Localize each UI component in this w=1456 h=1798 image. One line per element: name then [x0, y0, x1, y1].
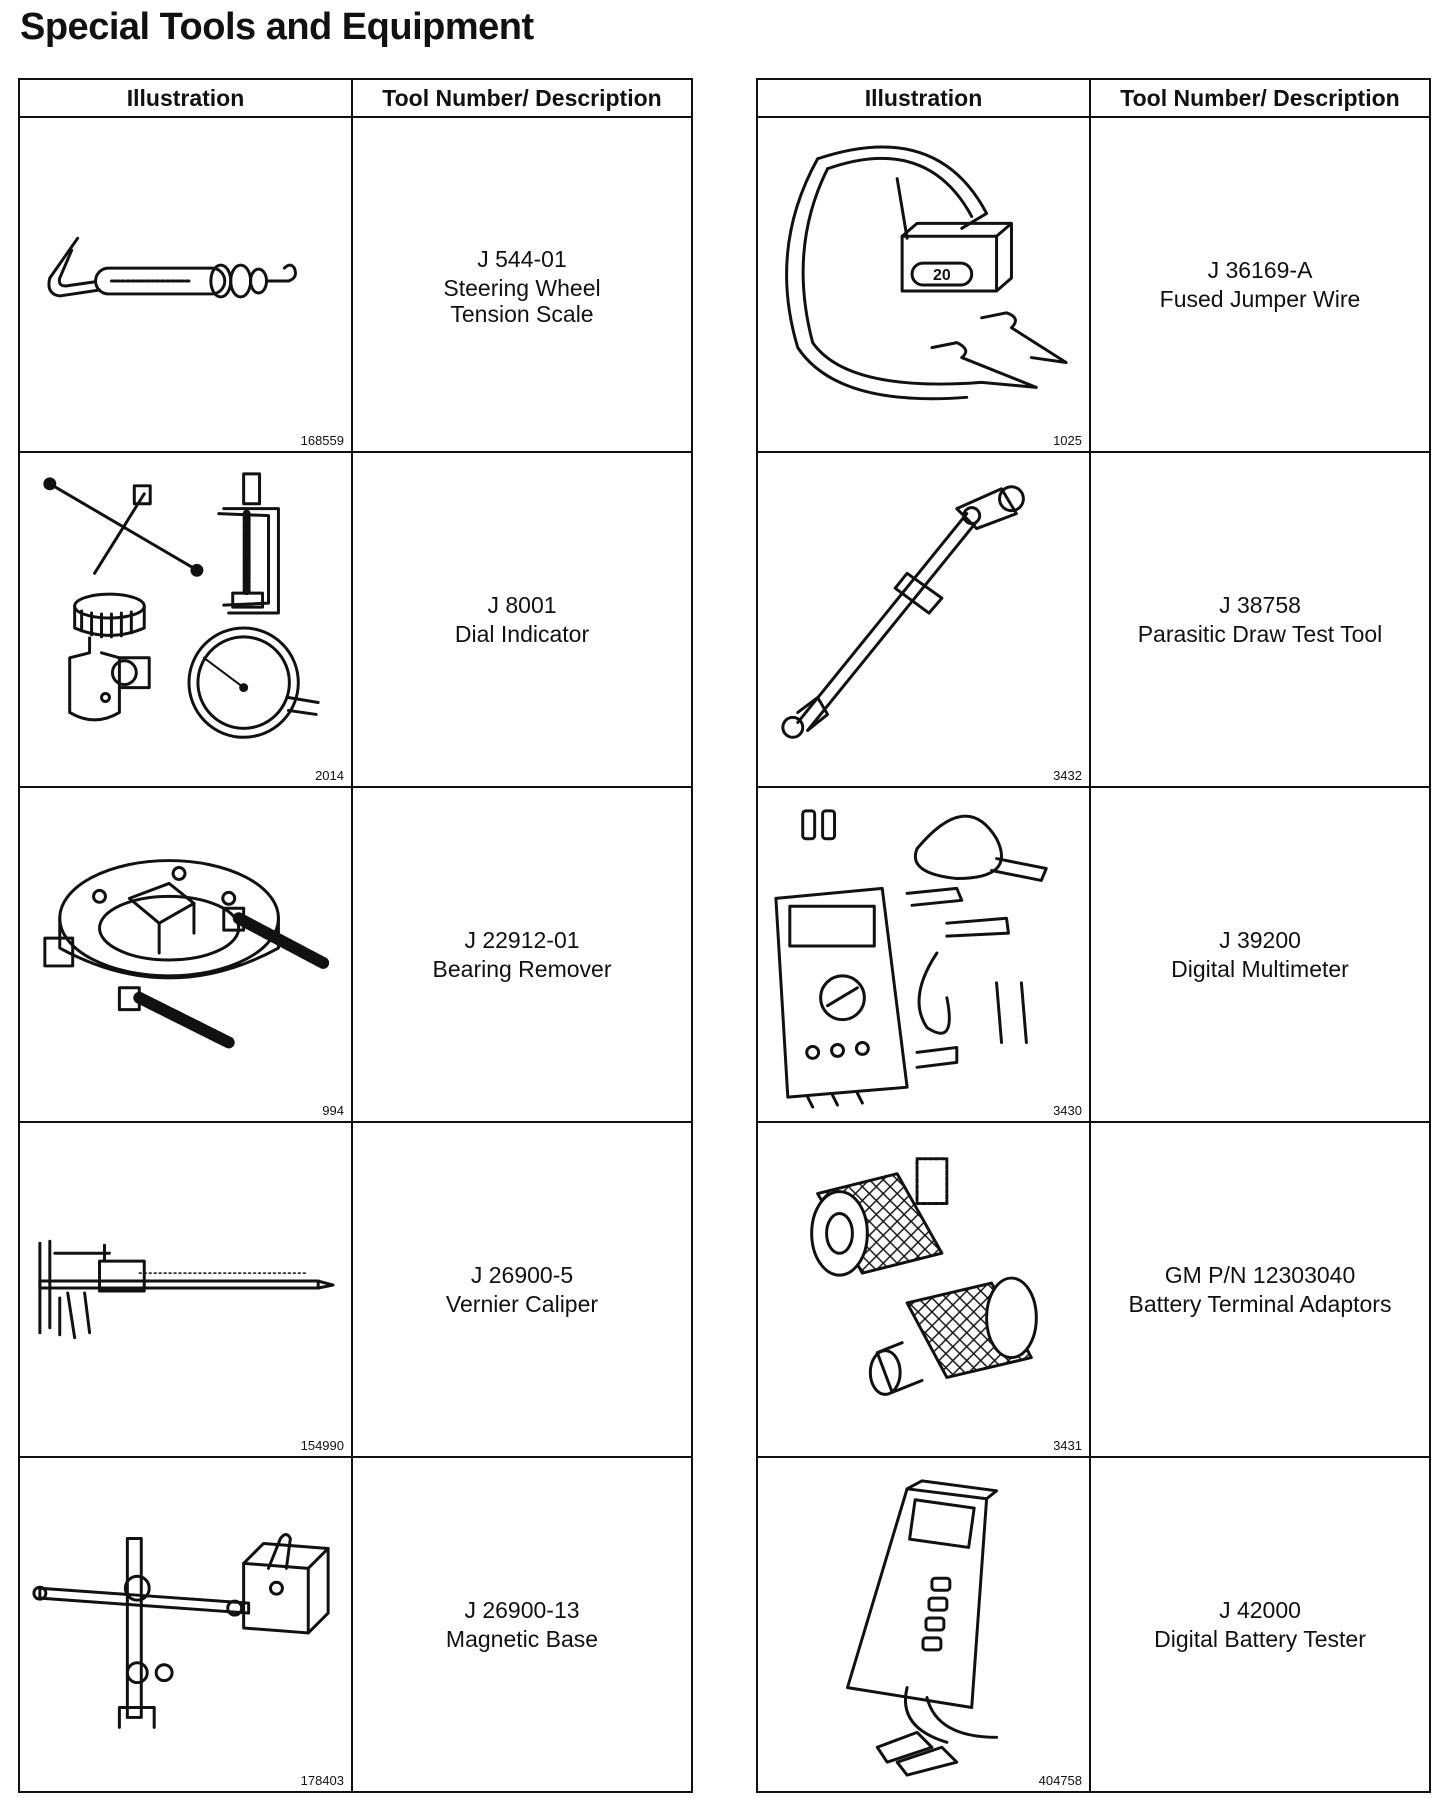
tool-description-cell — [1090, 117, 1430, 452]
illustration-cell — [757, 117, 1090, 452]
table-row — [19, 787, 692, 1122]
tool-description-cell — [352, 787, 692, 1122]
header-tool-description: Tool Number/ Description — [1090, 79, 1430, 117]
figure-number: 3432 — [1053, 768, 1082, 783]
page-title: Special Tools and Equipment — [20, 6, 534, 48]
multimeter-icon — [758, 788, 1089, 1121]
table-row — [19, 1457, 692, 1792]
figure-number: 3430 — [1053, 1103, 1082, 1118]
figure-number: 3431 — [1053, 1438, 1082, 1453]
tool-number: GM P/N 12303040 — [1164, 1261, 1356, 1288]
tool-number: J 42000 — [1219, 1596, 1301, 1623]
tool-number: J 22912-01 — [464, 926, 580, 953]
tool-description: Digital Battery Tester — [1154, 1625, 1366, 1652]
illustration-cell — [19, 1457, 352, 1792]
magnetic-base-icon — [20, 1458, 351, 1791]
tool-description-cell — [352, 452, 692, 787]
table-row — [757, 452, 1430, 787]
tool-number: J 8001 — [487, 591, 557, 618]
tool-description: Steering Wheel — [443, 274, 601, 301]
tool-number: J 26900-13 — [464, 1596, 580, 1623]
tool-description: Bearing Remover — [432, 955, 612, 982]
illustration-cell — [757, 787, 1090, 1122]
header-illustration: Illustration — [757, 79, 1090, 117]
tool-description: Battery Terminal Adaptors — [1128, 1290, 1392, 1317]
table-row — [757, 1122, 1430, 1457]
dial-indicator-icon — [20, 453, 351, 786]
tool-description: Digital Multimeter — [1171, 955, 1349, 982]
table-row — [19, 1122, 692, 1457]
fuse-rating-label: 20 — [933, 267, 951, 285]
tool-number: J 36169-A — [1207, 256, 1313, 283]
table-row — [19, 117, 692, 452]
tool-description-cell — [352, 1122, 692, 1457]
illustration-cell — [757, 1122, 1090, 1457]
table-row — [757, 1457, 1430, 1792]
tool-description-cell — [1090, 787, 1430, 1122]
tension-scale-icon — [20, 118, 351, 451]
tool-number: J 26900-5 — [470, 1261, 574, 1288]
tools-table-right — [756, 78, 1431, 1793]
table-row — [19, 452, 692, 787]
tool-description-cell — [352, 117, 692, 452]
figure-number: 994 — [322, 1103, 344, 1118]
header-tool-description: Tool Number/ Description — [352, 79, 692, 117]
illustration-cell — [757, 1457, 1090, 1792]
vernier-caliper-icon — [20, 1123, 351, 1456]
figure-number: 168559 — [300, 433, 344, 448]
tool-description: Tension Scale — [450, 300, 594, 327]
figure-number: 154990 — [300, 1438, 344, 1453]
figure-number: 2014 — [315, 768, 344, 783]
tool-description: Magnetic Base — [445, 1625, 599, 1652]
illustration-cell — [19, 452, 352, 787]
tool-number: J 38758 — [1219, 591, 1301, 618]
table-row — [757, 787, 1430, 1122]
tool-description: Dial Indicator — [454, 620, 590, 647]
illustration-cell — [19, 117, 352, 452]
tool-description-cell — [1090, 1122, 1430, 1457]
tool-description-cell — [1090, 452, 1430, 787]
illustration-cell — [19, 1122, 352, 1457]
figure-number: 1025 — [1053, 433, 1082, 448]
table-row — [757, 117, 1430, 452]
tool-description: Vernier Caliper — [445, 1290, 599, 1317]
table-header-row — [757, 79, 1430, 117]
draw-test-tool-icon — [758, 453, 1089, 786]
tool-number: J 544-01 — [477, 245, 567, 272]
table-header-row — [19, 79, 692, 117]
tool-description: Fused Jumper Wire — [1159, 285, 1361, 312]
battery-tester-icon — [758, 1458, 1089, 1791]
tools-table-left — [18, 78, 693, 1793]
jumper-wire-icon — [758, 118, 1089, 451]
tool-description-cell — [1090, 1457, 1430, 1792]
terminal-adaptor-icon — [758, 1123, 1089, 1456]
figure-number: 178403 — [300, 1773, 344, 1788]
illustration-cell — [757, 452, 1090, 787]
tool-description: Parasitic Draw Test Tool — [1137, 620, 1383, 647]
illustration-cell — [19, 787, 352, 1122]
tool-description-cell — [352, 1457, 692, 1792]
bearing-remover-icon — [20, 788, 351, 1121]
header-illustration: Illustration — [19, 79, 352, 117]
figure-number: 404758 — [1038, 1773, 1082, 1788]
tool-number: J 39200 — [1219, 926, 1301, 953]
